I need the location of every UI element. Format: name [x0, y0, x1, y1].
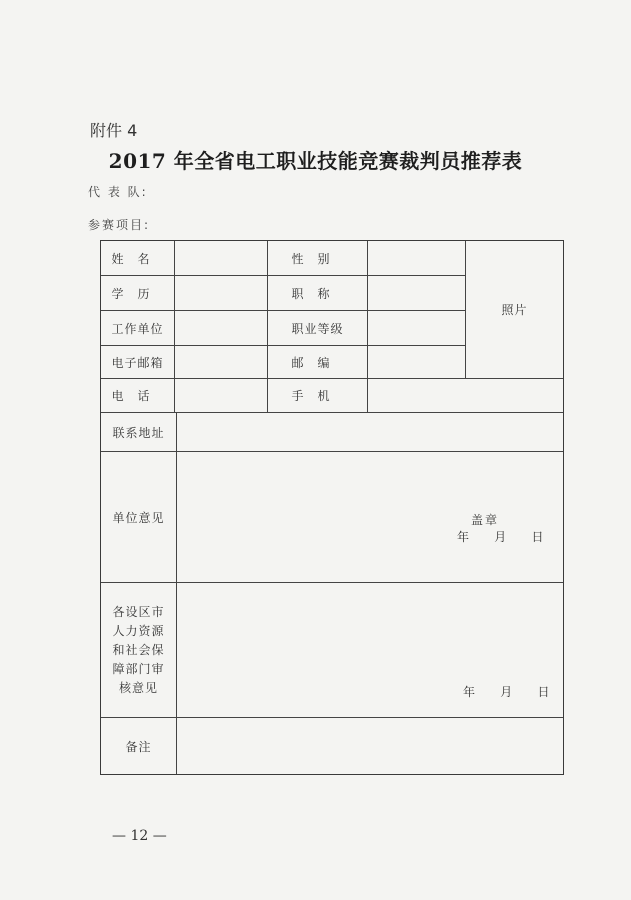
- phone-label: 电话: [111, 389, 164, 403]
- gender-label: 性别: [291, 251, 344, 266]
- unit-opinion-input[interactable]: [177, 452, 563, 582]
- team-field-label: 代 表 队:: [88, 185, 148, 199]
- job-title-label: 职称: [291, 286, 344, 301]
- address-label: 联系地址: [112, 425, 165, 440]
- hr-date-label: 年 月 日: [463, 685, 552, 699]
- unit-opinion-label: 单位意见: [112, 510, 165, 525]
- page-number: — 12 —: [112, 828, 167, 844]
- education-input[interactable]: [175, 276, 267, 310]
- remarks-input[interactable]: [177, 718, 563, 774]
- employer-label: 工作单位: [111, 321, 164, 336]
- postcode-input[interactable]: [368, 346, 465, 378]
- document-title: 2017 年全省电工职业技能竞赛裁判员推荐表: [108, 149, 523, 173]
- remarks-label: 备注: [125, 739, 152, 754]
- name-label: 姓名: [111, 251, 164, 266]
- photo-box[interactable]: 照片: [501, 303, 528, 317]
- unit-date-label: 年 月 日: [457, 530, 546, 544]
- email-label: 电子邮箱: [111, 355, 164, 370]
- employer-input[interactable]: [175, 311, 267, 345]
- name-input[interactable]: [175, 241, 267, 275]
- hr-review-label: 各设区市 人力资源 和社会保 障部门审 核意见: [112, 604, 165, 695]
- job-title-input[interactable]: [368, 276, 465, 310]
- skill-level-input[interactable]: [368, 311, 465, 345]
- education-label: 学历: [111, 286, 164, 301]
- event-field-label: 参赛项目:: [88, 218, 151, 232]
- mobile-input[interactable]: [368, 379, 563, 412]
- unit-seal-label: 盖章: [471, 513, 500, 527]
- annex-label: 附件 4: [90, 121, 138, 140]
- phone-input[interactable]: [175, 379, 267, 412]
- mobile-label: 手机: [291, 389, 344, 403]
- address-input[interactable]: [177, 413, 563, 451]
- skill-level-label: 职业等级: [291, 321, 344, 336]
- postcode-label: 邮编: [291, 355, 344, 370]
- recommendation-form-table: [100, 240, 564, 775]
- gender-input[interactable]: [368, 241, 465, 275]
- email-input[interactable]: [175, 346, 267, 378]
